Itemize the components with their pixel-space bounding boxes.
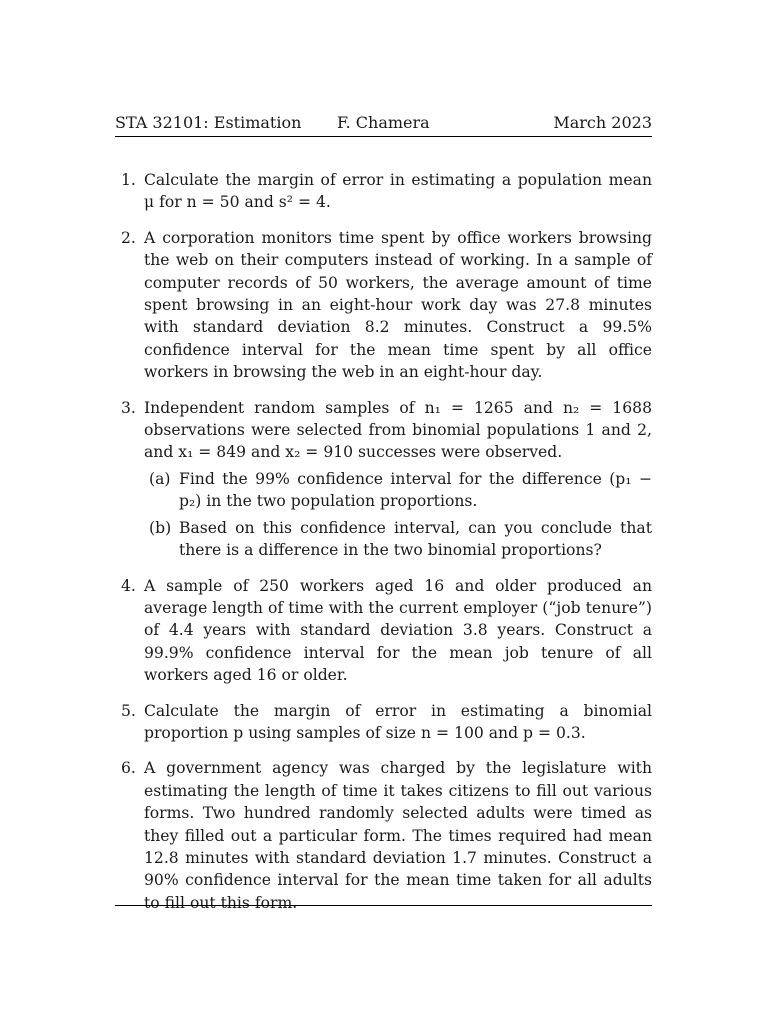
problem-number: 6. — [121, 759, 136, 778]
problem-text: A government agency was charged by the legislature with estimating the length of time it takes citizens to fill out various forms. Two hundred randomly selected adults were timed as they filled out a particular form. The times required had mean 12.8 minutes with standard deviation 1.7 minutes. Construct a 90% confidence interval for the mean time taken for all adults to fill out this form. — [144, 759, 652, 912]
problem-4 — [115, 575, 652, 687]
problem-text: A corporation monitors time spent by office workers browsing the web on their computers instead of working. In a sample of computer records of 50 workers, the average amount of time spent browsing in an eight-hour work day was 27.8 minutes with standard deviation 8.2 minutes. Construct a 99.5% confidence interval for the mean time spent by all office workers in browsing the web in an eight-hour day. — [144, 228, 652, 382]
sub-question-a — [144, 468, 652, 513]
problem-text: Calculate the margin of error in estimating a binomial proportion p using samples of size n = 100 and p = 0.3. — [144, 701, 652, 742]
author-name: F. Chamera — [337, 113, 430, 132]
problem-5 — [115, 700, 652, 745]
problem-number: 5. — [121, 701, 136, 720]
course-title: STA 32101: Estimation — [115, 113, 302, 132]
problem-3 — [115, 397, 652, 562]
sub-question-text: Based on this confidence interval, can you conclude that there is a difference in the two binomial proportions? — [179, 518, 652, 560]
problem-6 — [115, 757, 652, 914]
sub-question-label: (b) — [149, 518, 172, 537]
problem-number: 3. — [121, 398, 136, 417]
problem-number: 2. — [121, 228, 136, 247]
problem-2 — [115, 227, 652, 384]
footer-rule — [115, 905, 652, 906]
sub-question-b — [144, 517, 652, 562]
sub-question-text: Find the 99% confidence interval for the difference (p₁ − p₂) in the two population proportions. — [179, 469, 652, 511]
problem-number: 4. — [121, 576, 136, 595]
problem-text: Independent random samples of n₁ = 1265 and n₂ = 1688 observations were selected from binomial populations 1 and 2, and x₁ = 849 and x₂ = 910 successes were observed. — [144, 398, 652, 462]
problem-number: 1. — [121, 171, 136, 189]
problem-text: A sample of 250 workers aged 16 and older produced an average length of time with the current employer (“job tenure”) of 4.4 years with standard deviation 3.8 years. Construct a 99.9% confidence interval for the mean job tenure of all workers aged 16 or older. — [144, 576, 652, 685]
problem-text: Calculate the margin of error in estimating a population mean μ for n = 50 and s² = 4. — [144, 171, 652, 212]
document-page — [115, 112, 652, 927]
page-header — [115, 112, 652, 137]
problem-list — [115, 169, 652, 914]
sub-question-list — [144, 468, 652, 562]
header-date: March 2023 — [553, 113, 652, 132]
sub-question-label: (a) — [149, 469, 171, 488]
problem-1 — [115, 169, 652, 214]
